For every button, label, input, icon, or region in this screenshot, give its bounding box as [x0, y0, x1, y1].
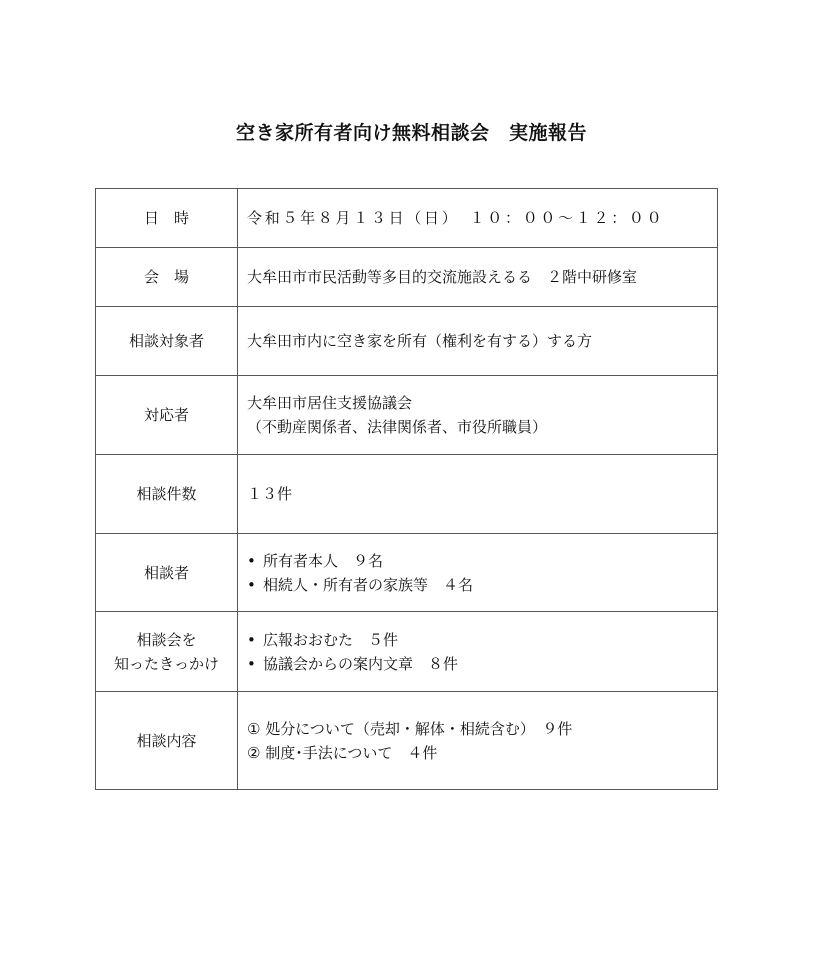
- row-value-count: [238, 455, 718, 534]
- content-item-disposal: ① 処分について（売却・解体・相続含む） ９件: [247, 719, 573, 738]
- row-value-consulters: [238, 534, 718, 612]
- table-row-count: [96, 455, 718, 534]
- table-row-content: [96, 692, 718, 790]
- source-label-line-1: 相談会を: [136, 630, 197, 649]
- row-label-venue: 会 場: [96, 248, 238, 307]
- row-value-content: [238, 692, 718, 790]
- report-table: [95, 188, 718, 790]
- page-title: 空き家所有者向け無料相談会 実施報告: [235, 122, 587, 144]
- count-text: １３件: [247, 485, 293, 503]
- row-value-staff: [238, 376, 718, 455]
- row-label-source: [96, 612, 238, 692]
- row-value-venue: [238, 248, 718, 307]
- row-label-datetime: 日 時: [96, 189, 238, 248]
- table-row-venue: [96, 248, 718, 307]
- row-label-target: 相談対象者: [96, 307, 238, 376]
- row-label-consulters: 相談者: [96, 534, 238, 612]
- staff-line-2: （不動産関係者、法律関係者、市役所職員）: [247, 418, 548, 436]
- table-row-datetime: [96, 189, 718, 248]
- table-row-source: [96, 612, 718, 692]
- row-label-content: 相談内容: [96, 692, 238, 790]
- datetime-text: 令和５年８月１３日（日） １０：００～１２：００: [247, 209, 665, 227]
- consulter-item-family: • 相続人・所有者の家族等 ４名: [247, 573, 717, 597]
- row-label-count: 相談件数: [96, 455, 238, 534]
- source-item-council-letter: • 協議会からの案内文章 ８件: [247, 652, 717, 676]
- row-value-datetime: [238, 189, 718, 248]
- venue-text: 大牟田市市民活動等多目的交流施設えるる ２階中研修室: [247, 268, 638, 286]
- table-row-target: [96, 307, 718, 376]
- source-label-line-2: 知ったきっかけ: [113, 654, 219, 673]
- consulter-item-owner: • 所有者本人 ９名: [247, 549, 717, 573]
- row-value-source: [238, 612, 718, 692]
- target-text: 大牟田市内に空き家を所有（権利を有する）する方: [247, 332, 593, 350]
- row-label-staff: 対応者: [96, 376, 238, 455]
- row-value-target: [238, 307, 718, 376]
- table-row-consulters: [96, 534, 718, 612]
- source-item-newsletter: • 広報おおむた ５件: [247, 628, 717, 652]
- table-row-staff: [96, 376, 718, 455]
- staff-line-1: 大牟田市居住支援協議会: [247, 394, 413, 412]
- content-item-system: ② 制度･手法について ４件: [247, 743, 438, 762]
